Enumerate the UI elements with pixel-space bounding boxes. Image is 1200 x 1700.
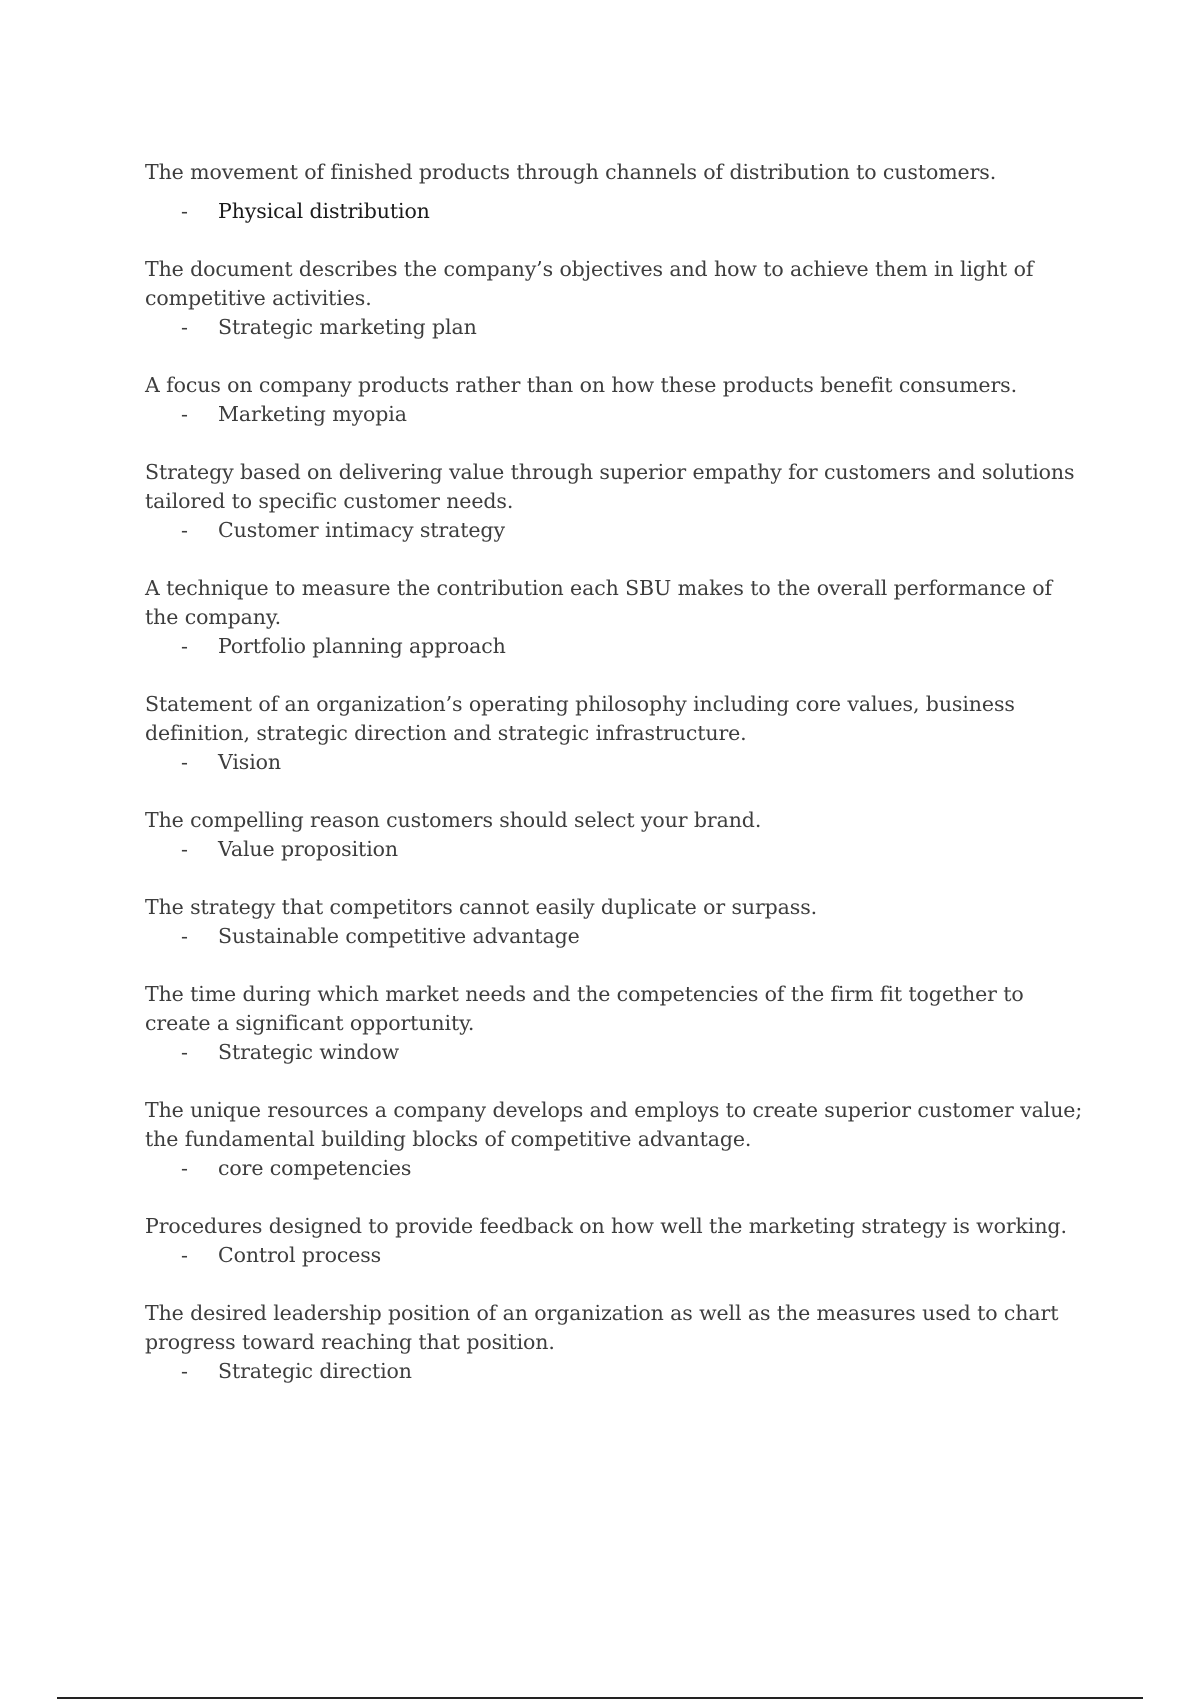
entry-term: Strategic marketing plan: [218, 315, 477, 339]
dash-bullet-icon: -: [181, 315, 188, 339]
dash-bullet-icon: -: [181, 750, 188, 774]
glossary-entry: [145, 1096, 1085, 1183]
entry-term: Strategic direction: [218, 1359, 412, 1383]
entry-term: Strategic window: [218, 1040, 400, 1064]
dash-bullet-icon: -: [181, 1156, 188, 1180]
dash-bullet-icon: -: [181, 1243, 188, 1267]
entry-term-row: [145, 748, 1085, 777]
page-bottom-rule: [57, 1697, 1143, 1699]
entry-term: Physical distribution: [218, 199, 430, 223]
entry-definition: The movement of finished products through channels of distribution to customers.: [145, 160, 997, 184]
glossary-entry: [145, 158, 1085, 226]
entry-definition: The compelling reason customers should select your brand.: [145, 808, 762, 832]
entry-term: Control process: [218, 1243, 382, 1267]
entry-definition: A focus on company products rather than on how these products benefit consumers.: [145, 373, 1017, 397]
entry-term-row: [145, 516, 1085, 545]
entry-term-row: [145, 1038, 1085, 1067]
dash-bullet-icon: -: [181, 518, 188, 542]
dash-bullet-icon: -: [181, 837, 188, 861]
entry-definition: Statement of an organization’s operating philosophy including core values, business definition, strategic direction and strategic infrastructure.: [145, 692, 1015, 745]
entry-term-row: [145, 922, 1085, 951]
entry-term: Value proposition: [218, 837, 398, 861]
entry-term: Portfolio planning approach: [218, 634, 506, 658]
entry-term: Sustainable competitive advantage: [218, 924, 580, 948]
entry-definition: The strategy that competitors cannot easily duplicate or surpass.: [145, 895, 818, 919]
dash-bullet-icon: -: [181, 1359, 188, 1383]
entry-definition: The time during which market needs and the competencies of the firm fit together to create a significant opportunity.: [145, 982, 1024, 1035]
glossary-entry: [145, 893, 1085, 951]
dash-bullet-icon: -: [181, 634, 188, 658]
glossary-list: [145, 158, 1085, 1415]
entry-term: core competencies: [218, 1156, 412, 1180]
glossary-entry: [145, 690, 1085, 777]
entry-term-row: [145, 400, 1085, 429]
dash-bullet-icon: -: [181, 924, 188, 948]
entry-term: Vision: [218, 750, 282, 774]
entry-term-row: [145, 1154, 1085, 1183]
glossary-entry: [145, 458, 1085, 545]
entry-term-row: [145, 313, 1085, 342]
glossary-entry: [145, 255, 1085, 342]
glossary-entry: [145, 980, 1085, 1067]
glossary-entry: [145, 574, 1085, 661]
entry-definition: The desired leadership position of an organization as well as the measures used to chart progress toward reaching that position.: [145, 1301, 1059, 1354]
dash-bullet-icon: -: [181, 199, 188, 223]
glossary-entry: [145, 806, 1085, 864]
entry-term: Marketing myopia: [218, 402, 407, 426]
entry-definition: Strategy based on delivering value through superior empathy for customers and solutions tailored to specific customer needs.: [145, 460, 1075, 513]
entry-term-row: [145, 1357, 1085, 1386]
entry-term-row: [145, 632, 1085, 661]
entry-definition: The unique resources a company develops and employs to create superior customer value; the fundamental building blocks of competitive advantage.: [145, 1098, 1083, 1151]
entry-definition: The document describes the company’s objectives and how to achieve them in light of competitive activities.: [145, 257, 1034, 310]
dash-bullet-icon: -: [181, 402, 188, 426]
entry-term-row: [145, 835, 1085, 864]
glossary-entry: [145, 371, 1085, 429]
entry-term-row: [145, 1241, 1085, 1270]
entry-definition: Procedures designed to provide feedback on how well the marketing strategy is working.: [145, 1214, 1067, 1238]
entry-definition: A technique to measure the contribution each SBU makes to the overall performance of the company.: [145, 576, 1052, 629]
entry-term-row: [145, 197, 1085, 226]
glossary-entry: [145, 1212, 1085, 1270]
glossary-entry: [145, 1299, 1085, 1386]
entry-term: Customer intimacy strategy: [218, 518, 505, 542]
dash-bullet-icon: -: [181, 1040, 188, 1064]
